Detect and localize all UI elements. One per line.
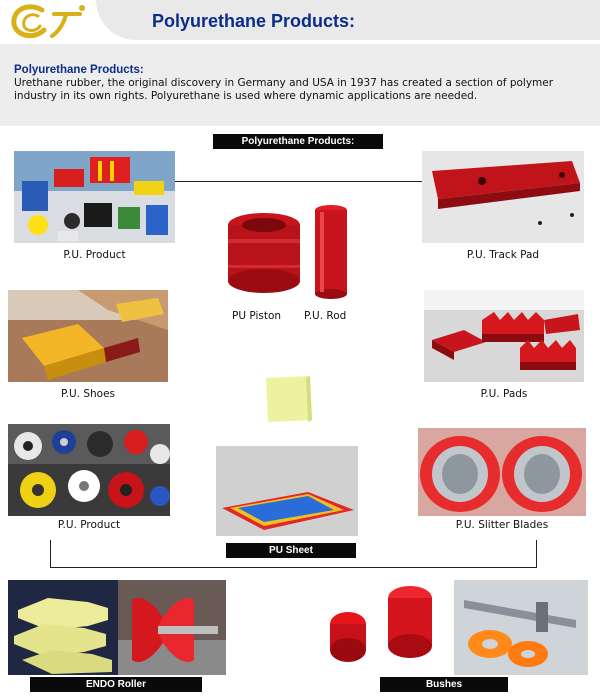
pu-product-photo-top: [14, 151, 175, 243]
intro-body: Urethane rubber, the original discovery in Germany and USA in 1937 has created a section of polymer industry in its own rights. Polyurethane is used where dynamic applications are needed.: [14, 77, 554, 102]
bushes-label-bar: Bushes: [380, 677, 508, 692]
caption-pu-product-bottom: P.U. Product: [57, 519, 121, 531]
pu-slitter-blades-photo: [418, 428, 586, 516]
intro-section: [0, 44, 600, 126]
pu-pads-photo: [424, 290, 584, 382]
header: [0, 0, 600, 44]
pu-piston-photo: [224, 209, 304, 299]
pu-product-photo-bottom: [8, 424, 170, 516]
pu-track-pad-photo: [422, 151, 584, 243]
caption-pads: P.U. Pads: [480, 388, 528, 400]
pu-sheet-small-photo: [264, 376, 314, 422]
pu-rod-photo: [312, 204, 350, 300]
bracket-right-vertical: [536, 540, 537, 568]
section-label-bar: Polyurethane Products:: [213, 134, 383, 149]
page-title: Polyurethane Products:: [152, 11, 356, 31]
pu-sheet-label-bar: PU Sheet: [226, 543, 356, 558]
connector-line-top: [175, 181, 423, 182]
intro-heading: Polyurethane Products:: [14, 64, 144, 76]
endo-roller-photo: [8, 580, 226, 675]
company-logo: [8, 2, 94, 42]
caption-pu-piston: PU Piston: [232, 310, 282, 322]
caption-track-pad: P.U. Track Pad: [466, 249, 540, 261]
bushes-photo: [314, 580, 588, 675]
pu-sheet-photo: [216, 446, 358, 536]
bracket-left-vertical: [50, 540, 51, 568]
bracket-horizontal: [50, 567, 537, 568]
caption-pu-rod: P.U. Rod: [304, 310, 347, 322]
pu-shoes-photo: [8, 290, 168, 382]
caption-shoes: P.U. Shoes: [60, 388, 116, 400]
endo-roller-label-bar: ENDO Roller: [30, 677, 202, 692]
caption-pu-product-top: P.U. Product: [63, 249, 126, 261]
caption-slitter-blades: P.U. Slitter Blades: [455, 519, 549, 531]
